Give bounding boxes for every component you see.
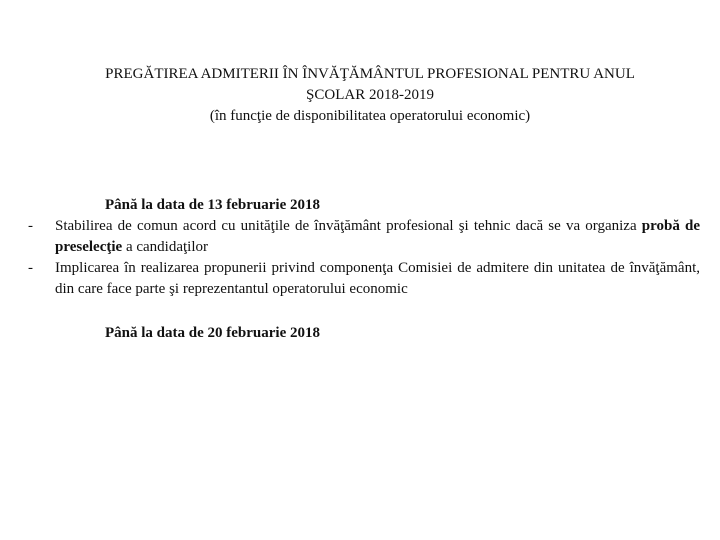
title-line-1: PREGĂTIREA ADMITERII ÎN ÎNVĂŢĂMÂNTUL PROFESIONAL PENTRU ANUL xyxy=(105,66,635,82)
item-text-before: Stabilirea de comun acord cu unităţile de învăţământ profesional şi tehnic dacă se va organiza xyxy=(55,218,642,234)
document-title-block xyxy=(40,64,700,127)
deadline-heading-13-feb: Până la data de 13 februarie 2018 xyxy=(105,197,320,213)
list-bullet: - xyxy=(28,260,33,276)
list-item xyxy=(28,258,700,300)
item-text-after: a candidaţilor xyxy=(122,239,208,255)
list-item xyxy=(28,216,700,258)
item-bold-text: probă de preselecţie xyxy=(55,218,700,255)
title-line-2: ŞCOLAR 2018-2019 xyxy=(306,87,434,103)
list-bullet: - xyxy=(28,218,33,234)
item-text: Implicarea în realizarea propunerii privind componenţa Comisiei de admitere din unitatea de învăţământ, din care face parte şi reprezentantul operatorului economic xyxy=(55,260,700,297)
subtitle: (în funcţie de disponibilitatea operatorului economic) xyxy=(209,108,531,124)
deadline-heading-20-feb: Până la data de 20 februarie 2018 xyxy=(105,325,320,341)
task-list xyxy=(28,216,700,300)
